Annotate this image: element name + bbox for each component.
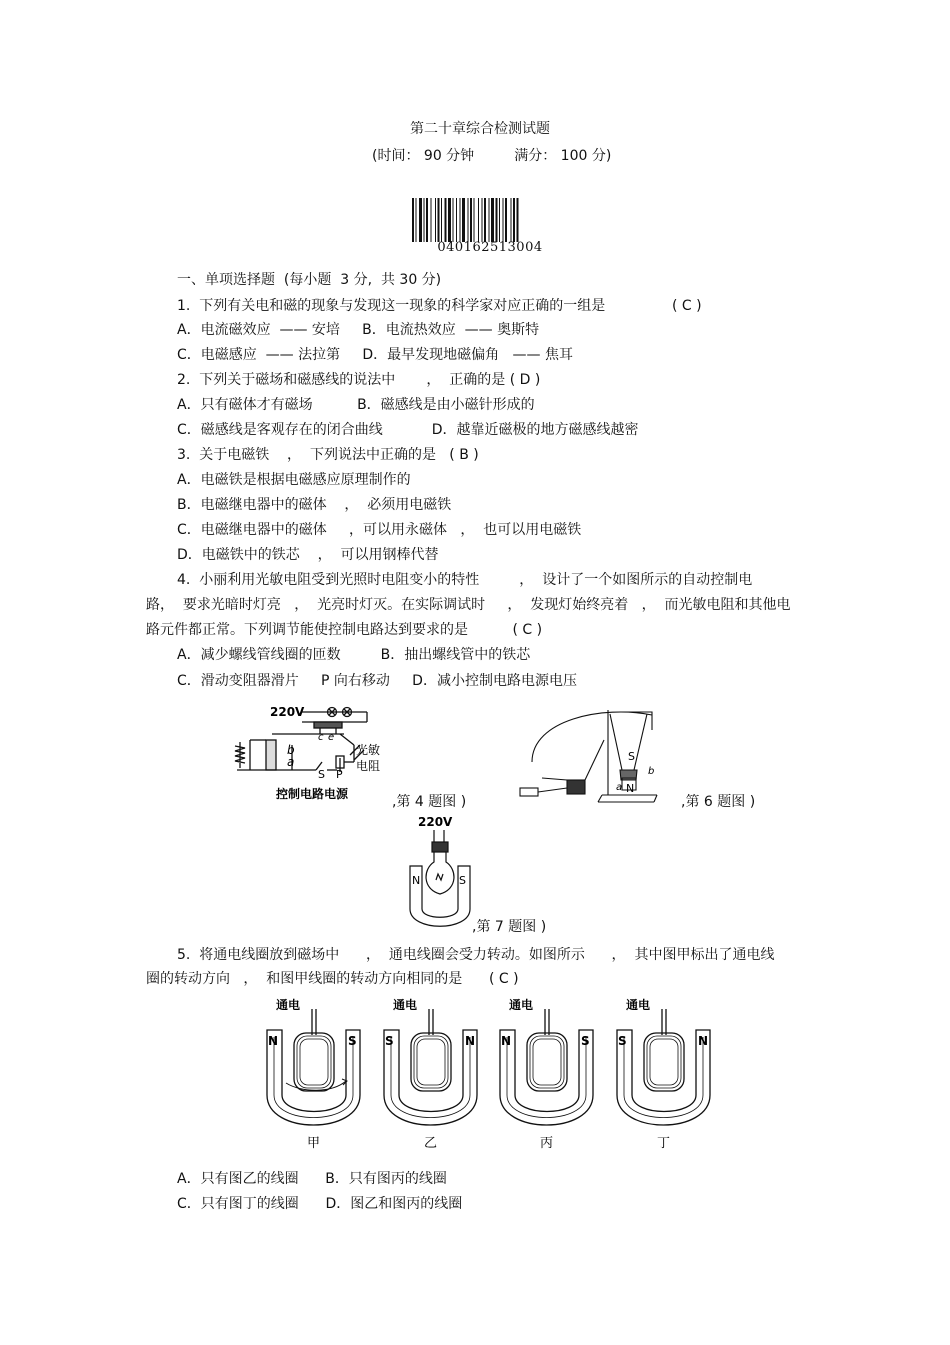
- figure-7-caption: ,第 7 题图 ): [472, 919, 547, 935]
- barcode-bar: [478, 198, 479, 242]
- barcode-bar: [503, 198, 504, 242]
- question-3-option-b: B．电磁继电器中的磁体 ， 必须用电磁铁: [177, 497, 452, 513]
- magnet-right-pole: S: [581, 1034, 590, 1048]
- question-5-figure: [262, 995, 722, 1155]
- barcode-bar: [462, 198, 465, 242]
- question-4-line-1: 4. 小丽利用光敏电阻受到光照时电阻变小的特性 ， 设计了一个如图所示的自动控制电: [177, 572, 753, 588]
- barcode-bar: [445, 198, 447, 242]
- barcode-number: 040162513004: [437, 240, 543, 255]
- question-1-options-cd: C．电磁感应 —— 法拉第 D．最早发现地磁偏角 —— 焦耳: [177, 347, 573, 363]
- barcode-bar: [511, 198, 512, 242]
- fig4-contact-c: c: [318, 732, 324, 743]
- magnet-left-pole: N: [268, 1034, 279, 1048]
- coil-panel-name: 乙: [424, 1136, 438, 1151]
- question-2-stem: 2. 下列关于磁场和磁感线的说法中 ， 正确的是 ( D ): [177, 372, 541, 388]
- barcode-bar: [456, 198, 457, 242]
- barcode-bar: [513, 198, 515, 242]
- page-subtitle: (时间： 90 分钟 满分： 100 分): [372, 148, 612, 164]
- magnet-left-pole: N: [501, 1034, 512, 1048]
- barcode-bar: [426, 198, 428, 242]
- question-5-line-1: 5. 将通电线圈放到磁场中 ， 通电线圈会受力转动。如图所示 ， 其中图甲标出了通电线: [177, 947, 775, 963]
- fig4-photoresistor-label-1: 光敏: [356, 743, 381, 757]
- barcode-bar: [441, 198, 442, 242]
- coil-current-label: 通电: [626, 998, 651, 1012]
- question-3-option-c: C．电磁继电器中的磁体 ，可以用永磁体 ， 也可以用电磁铁: [177, 522, 582, 538]
- fig7-voltage-label: 220V: [418, 815, 453, 829]
- barcode-bar: [499, 198, 500, 242]
- question-3-option-d: D．电磁铁中的铁芯 ， 可以用钢棒代替: [177, 547, 439, 563]
- question-5-options-ab: A．只有图乙的线圈 B．只有图丙的线圈: [177, 1171, 447, 1187]
- coil-panel-3: [495, 995, 600, 1155]
- barcode-bar: [468, 198, 469, 242]
- question-4-line-3: 路元件都正常。下列调节能使控制电路达到要求的是 ( C ): [146, 622, 543, 638]
- question-4-options-ab: A．减少螺线管线圈的匝数 B．抽出螺线管中的铁芯: [177, 647, 531, 663]
- question-4-line-2: 路， 要求光暗时灯亮 ， 光亮时灯灭。在实际调试时 ， 发现灯始终亮着 ， 而光敏电阻和其他电: [146, 597, 791, 613]
- barcode-bar: [424, 198, 425, 242]
- barcode-bar: [484, 198, 486, 242]
- magnet-right-pole: S: [348, 1034, 357, 1048]
- fig6-pole-n: N: [626, 782, 635, 795]
- barcode-bar: [489, 198, 490, 242]
- question-5-options-cd: C．只有图丁的线圈 D．图乙和图丙的线圈: [177, 1196, 463, 1212]
- fig6-pole-s: S: [628, 750, 635, 763]
- figure-4-relay-circuit: [232, 700, 402, 805]
- barcode-bar: [438, 198, 440, 242]
- barcode-bar: [482, 198, 483, 242]
- question-4-options-cd: C．滑动变阻器滑片 P 向右移动 D．减小控制电路电源电压: [177, 673, 577, 689]
- barcode-bar: [416, 198, 417, 242]
- fig4-contact-a: a: [287, 755, 295, 769]
- section-heading: 一、单项选择题 (每小题 3 分, 共 30 分): [177, 272, 442, 288]
- coil-panel-name: 丙: [540, 1136, 554, 1151]
- question-2-options-cd: C．磁感线是客观存在的闭合曲线 D．越靠近磁极的地方磁感线越密: [177, 422, 639, 438]
- coil-panel-4: [612, 995, 717, 1155]
- barcode-bar: [470, 198, 472, 242]
- barcode-bar: [453, 198, 454, 242]
- barcode-bar: [505, 198, 507, 242]
- fig4-power-label: 控制电路电源: [276, 787, 349, 801]
- barcode-bar: [496, 198, 498, 242]
- fig7-pole-s: S: [459, 874, 466, 887]
- magnet-left-pole: S: [385, 1034, 394, 1048]
- barcode-bar: [431, 198, 432, 242]
- coil-panel-1: [262, 995, 367, 1155]
- magnet-left-pole: S: [618, 1034, 627, 1048]
- barcode-bar: [419, 198, 422, 242]
- barcode-bar: [435, 198, 436, 242]
- magnet-right-pole: N: [698, 1034, 709, 1048]
- barcode: [410, 198, 570, 256]
- coil-panel-name: 甲: [307, 1136, 321, 1151]
- coil-current-label: 通电: [509, 998, 534, 1012]
- question-5-line-2: 圈的转动方向 ， 和图甲线圈的转动方向相同的是 ( C ): [146, 971, 519, 987]
- figure-7-lamp-magnet: [408, 814, 478, 934]
- question-1-stem: 1. 下列有关电和磁的现象与发现这一现象的科学家对应正确的一组是 ( C ): [177, 298, 702, 314]
- fig7-pole-n: N: [412, 874, 421, 887]
- question-1-options-ab: A．电流磁效应 —— 安培 B．电流热效应 —— 奥斯特: [177, 322, 540, 338]
- coil-current-label: 通电: [276, 998, 301, 1012]
- coil-panel-2: [379, 995, 484, 1155]
- figure-6-apparatus: [512, 700, 662, 812]
- barcode-bar: [412, 198, 414, 242]
- fig4-voltage-label: 220V: [270, 705, 305, 719]
- barcode-bar: [517, 198, 519, 242]
- question-3-stem: 3. 关于电磁铁 ， 下列说法中正确的是 ( B ): [177, 447, 479, 463]
- barcode-bar: [474, 198, 475, 242]
- magnet-right-pole: N: [465, 1034, 476, 1048]
- question-2-options-ab: A．只有磁体才有磁场 B．磁感线是由小磁针形成的: [177, 397, 535, 413]
- barcode-bar: [491, 198, 494, 242]
- question-3-option-a: A．电磁铁是根据电磁感应原理制作的: [177, 472, 411, 488]
- page-title: 第二十章综合检测试题: [410, 121, 550, 137]
- fig4-photoresistor-label-2: 电阻: [356, 759, 381, 773]
- barcode-bar: [448, 198, 451, 242]
- figure-6-caption: ,第 6 题图 ): [681, 794, 756, 810]
- fig4-slider-p: P: [336, 768, 343, 781]
- fig6-end-b: b: [648, 766, 655, 777]
- coil-panel-name: 丁: [657, 1136, 671, 1151]
- fig4-contact-e: e: [328, 732, 335, 743]
- fig4-switch-s: S: [318, 768, 325, 781]
- figure-4-caption: ,第 4 题图 ): [392, 794, 467, 810]
- fig4-contact-b: b: [287, 743, 295, 757]
- coil-current-label: 通电: [393, 998, 418, 1012]
- barcode-bar: [460, 198, 461, 242]
- fig6-end-a: a: [616, 782, 623, 793]
